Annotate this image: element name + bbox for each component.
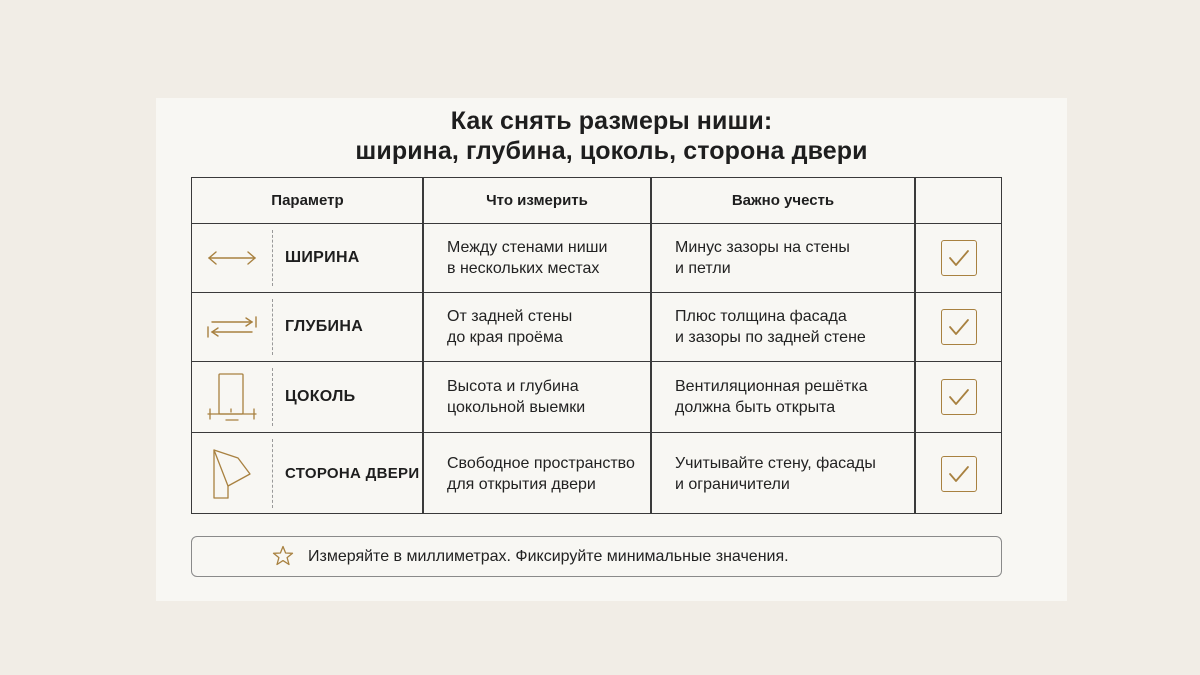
param-width: ШИРИНА [285,249,360,266]
double-arrow-icon [192,224,272,292]
param-plinth: ЦОКОЛЬ [285,388,356,405]
title-line-1: Как снять размеры ниши: [450,107,773,135]
page-title [156,106,1067,166]
note-cell: Учитывайте стену, фасады и ограничители [675,454,876,493]
footer-note [191,536,1002,577]
header-check [915,178,1002,223]
column-divider [422,178,424,513]
measure-cell: Между стенами ниши в нескольких местах [447,239,608,277]
checkmark-icon [941,379,977,415]
row-checkbox[interactable] [915,433,1002,514]
note-cell: Плюс толщина фасада и зазоры по задней стене [675,308,866,346]
column-divider [914,178,916,513]
table-row [192,432,1001,514]
measure-cell: Свободное пространство для открытия двери [447,454,635,493]
note-cell: Вентиляционная решётка должна быть открыта [675,378,868,416]
measure-cell: Высота и глубина цокольной выемки [447,378,586,416]
row-checkbox[interactable] [915,293,1002,361]
table-header-row [192,178,1001,223]
header-what-to-measure: Что измерить [486,192,588,209]
header-important: Важно учесть [731,192,835,209]
info-card [156,98,1067,601]
star-icon [272,545,294,572]
param-depth: ГЛУБИНА [285,318,364,335]
measurements-table [191,177,1002,514]
measure-cell: От задней стены до края проёма [447,308,573,346]
footer-note-text: Измеряйте в миллиметрах. Фиксируйте минимальные значения. [308,547,789,565]
table-row [192,361,1001,432]
table-row [192,292,1001,361]
checkmark-icon [941,309,977,345]
table-row [192,223,1001,292]
open-door-icon [192,433,272,514]
column-divider [650,178,652,513]
title-line-2: ширина, глубина, цоколь, сторона двери [355,137,868,165]
header-parameter: Параметр [271,192,344,209]
checkmark-icon [941,456,977,492]
param-door-side: СТОРОНА ДВЕРИ [285,465,420,482]
row-checkbox[interactable] [915,362,1002,432]
checkmark-icon [941,240,977,276]
plinth-cabinet-icon [192,362,272,432]
note-cell: Минус зазоры на стены и петли [675,239,850,277]
depth-arrows-icon [192,293,272,361]
row-checkbox[interactable] [915,224,1002,292]
